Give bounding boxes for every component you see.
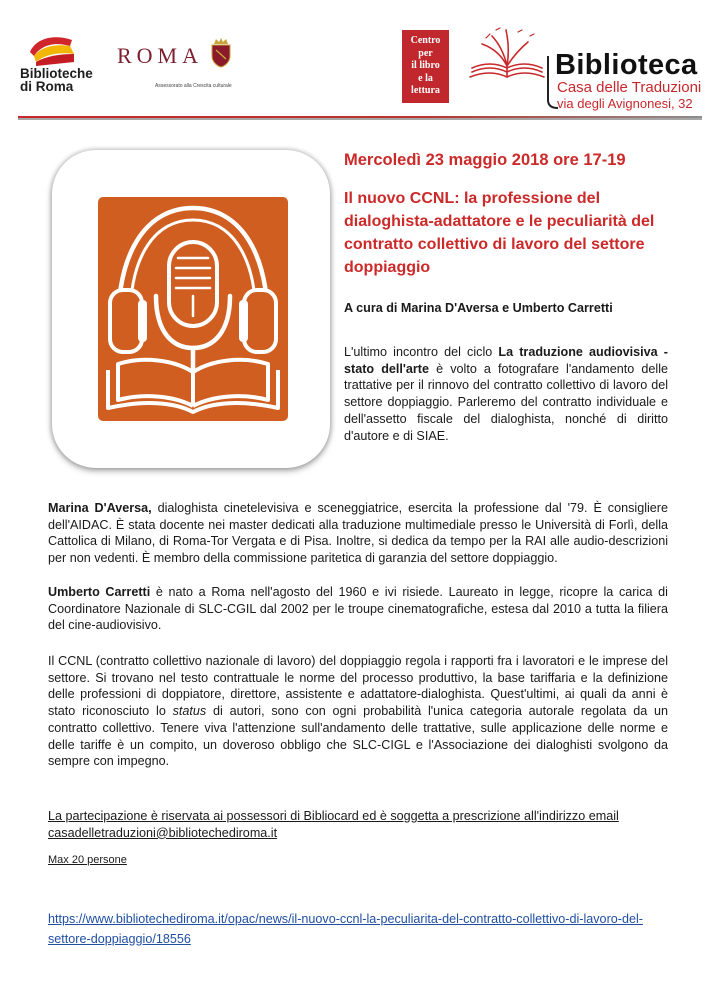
event-title (344, 187, 654, 279)
roma-logo-subtitle: Assessorato alla Crescita culturale (155, 83, 232, 89)
biblioteche-logo-line2: di Roma (20, 79, 74, 94)
intro-text-before: L'ultimo incontro del ciclo (344, 345, 499, 359)
participation-notice (48, 808, 668, 841)
centro-logo-line: e la (418, 72, 433, 84)
biblioteche-di-roma-logo-text (20, 67, 93, 93)
bio-name: Umberto Carretti (48, 585, 151, 599)
stacked-books-logo-icon (24, 32, 78, 70)
bio-name: Marina D'Aversa, (48, 501, 152, 515)
intro-text-after: è volto a fotografare l'andamento delle trattative per il rinnovo del contratto collettivo di lavoro del settore doppiaggio. Parleremo del contratto individuale e dell'assetto fiscale del dialoghista, nonché di diritto d'autore e di SIAE. (344, 361, 668, 443)
ccnl-paragraph (48, 653, 668, 770)
event-title-line: contratto collettivo di lavoro del settore (344, 236, 645, 253)
header-divider-shadow (18, 118, 702, 120)
event-curators: A cura di Marina D'Aversa e Umberto Carretti (344, 301, 613, 315)
event-title-line: Il nuovo CCNL: la professione del (344, 190, 601, 207)
event-title-line: dialoghista-adattatore e le peculiarità del (344, 213, 655, 230)
event-intro-paragraph (344, 344, 668, 444)
biblioteca-logo-address: via degli Avignonesi, 32 (557, 96, 693, 111)
bio-paragraph-marina (48, 500, 668, 567)
biblioteca-logo-title: Biblioteca (555, 49, 698, 81)
event-title-line: doppiaggio (344, 259, 431, 276)
ccnl-text-after: di autori, sono con ogni probabilità l'unica categoria autorale regolata da un contratto collettivo. Tenere viva l'attenzione sull'andamento delle trattative, sulle applicazione delle norme e delle tariffe è un compito, un doveroso obbligo che SLC-CIGL e l'Associazione dei dialoghisti svolgono da sempre con impegno. (48, 704, 668, 769)
participation-limit: Max 20 persone (48, 854, 127, 866)
event-news-link[interactable]: https://www.bibliotechediroma.it/opac/news/il-nuovo-ccnl-la-peculiarita-del-contratto-collettivo-di-lavoro-del-settore-doppiaggio/18556 (48, 912, 643, 946)
bio-paragraph-umberto (48, 584, 668, 634)
centro-libro-lettura-logo (402, 30, 449, 103)
centro-logo-line: il libro (411, 60, 440, 72)
headphones-microphone-book-icon (52, 150, 330, 468)
participation-text: La partecipazione è riservata ai possessori di Bibliocard ed è soggetta a prescrizione all'indirizzo email (48, 809, 619, 823)
centro-logo-line: per (418, 47, 433, 59)
centro-logo-line: lettura (411, 85, 440, 97)
participation-email: casadelletraduzioni@bibliotechediroma.it (48, 825, 278, 840)
event-icon-card (52, 150, 330, 468)
open-book-sketch-icon (466, 24, 548, 82)
biblioteche-logo-line1: Biblioteche (20, 66, 93, 81)
roma-crest-icon (209, 38, 233, 68)
bio-text: è nato a Roma nell'agosto del 1960 e ivi risiede. Laureato in legge, ricopre la carica di Coordinatore Nazionale di SLC-CGIL dal 2002 per le troupe cinematografiche, estesa dal 2010 a tutta la filiera del cine-audiovisivo. (48, 585, 668, 633)
roma-logo-name: ROMA (117, 43, 204, 68)
centro-logo-line: Centro (410, 35, 441, 46)
intro-cycle-name: La traduzione audiovisiva - stato dell'arte (344, 345, 668, 376)
ccnl-text-before: Il CCNL (contratto collettivo nazionale di lavoro) del doppiaggio regola i rapporti fra i lavoratori e le imprese del settore. Si trovano nel testo contrattuale le norme del processo produttivo, la base tariffaria e la definizione delle professioni di doppiatore, direttore, assistente e adattatore-dialoghista. Quest'ultimi, ai quali da anni è stato riconosciuto lo (48, 654, 668, 719)
biblioteca-logo-subtitle: Casa delle Traduzioni (557, 79, 702, 96)
ccnl-status-word: status (172, 704, 207, 719)
bio-text: dialoghista cinetelevisiva e sceneggiatrice, esercita la professione dal '79. È consigliere dell'AIDAC. È stata docente nei master dedicati alla traduzione multimediale presso le Università di Forlì, della Cattolica di Milano, di Roma-Tor Vergata e di Pisa. Inoltre, si dedica da tempo per la RAI alle audio-descrizioni per non vedenti. È membro della commissione paritetica di garanzia del settore doppiaggio. (48, 501, 668, 566)
header (0, 0, 716, 122)
event-date: Mercoledì 23 maggio 2018 ore 17-19 (344, 151, 626, 169)
